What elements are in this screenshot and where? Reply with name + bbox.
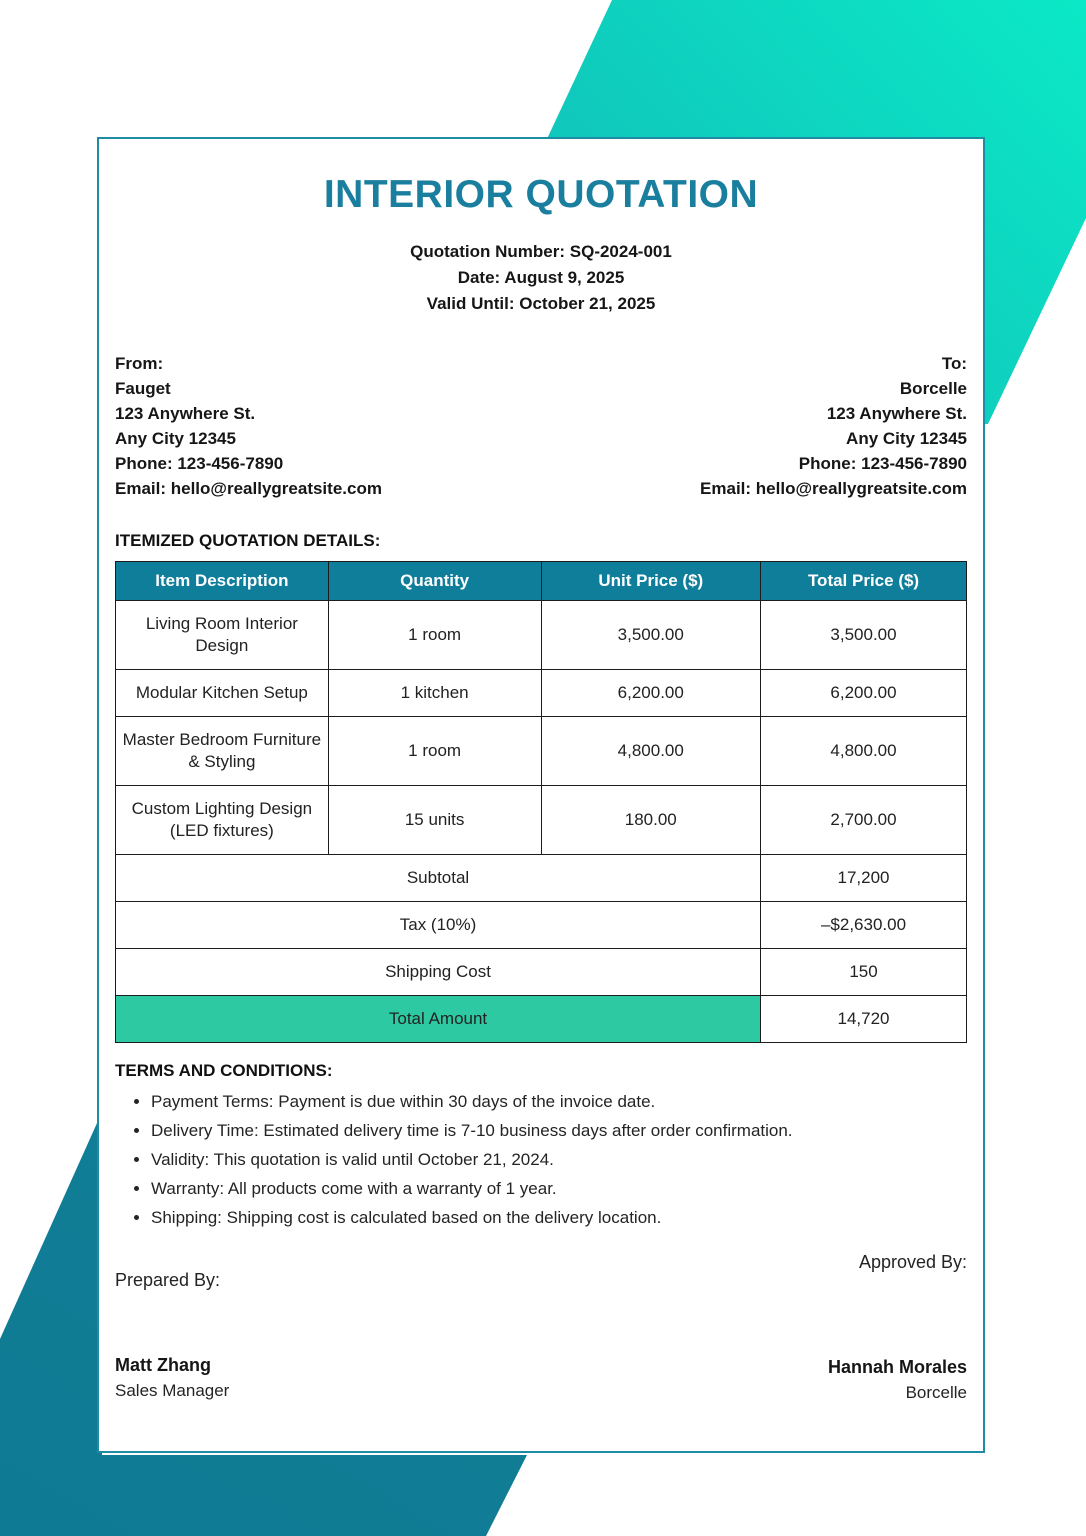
prepared-by-label: Prepared By: [115, 1270, 221, 1290]
item-unit-price: 180.00 [541, 786, 761, 855]
item-quantity: 1 room [328, 717, 541, 786]
to-company: Borcelle [899, 379, 967, 398]
item-quantity: 1 room [328, 601, 541, 670]
summary-row-subtotal [116, 855, 967, 902]
item-description: Master Bedroom Furniture & Styling [116, 717, 329, 786]
terms-heading: TERMS AND CONDITIONS: [115, 1061, 333, 1080]
approved-by-block [828, 1244, 967, 1403]
to-label: To: [941, 354, 967, 373]
total-amount-value: 14,720 [761, 996, 967, 1043]
quotation-meta [115, 239, 967, 317]
shipping-label: Shipping Cost [116, 949, 761, 996]
prepared-by-name: Matt Zhang [115, 1355, 211, 1375]
item-total-price: 4,800.00 [761, 717, 967, 786]
column-header-item-description: Item Description [116, 562, 329, 601]
quotation-number: Quotation Number: SQ-2024-001 [410, 242, 672, 261]
terms-item: • Shipping: Shipping cost is calculated based on the delivery location. [151, 1203, 967, 1232]
from-block [115, 351, 382, 501]
table-row [116, 670, 967, 717]
tax-value: –$2,630.00 [761, 902, 967, 949]
quotation-date: Date: August 9, 2025 [457, 268, 625, 287]
item-unit-price: 3,500.00 [541, 601, 761, 670]
quotation-valid-until: Valid Until: October 21, 2025 [426, 294, 656, 313]
quotation-card [97, 137, 985, 1453]
from-email: Email: hello@reallygreatsite.com [115, 479, 382, 498]
signatures-section [115, 1244, 967, 1403]
summary-row-total [116, 996, 967, 1043]
column-header-unit-price: Unit Price ($) [541, 562, 761, 601]
subtotal-value: 17,200 [761, 855, 967, 902]
item-description: Custom Lighting Design (LED fixtures) [116, 786, 329, 855]
terms-item: • Warranty: All products come with a warranty of 1 year. [151, 1174, 967, 1203]
table-row [116, 786, 967, 855]
column-header-quantity: Quantity [328, 562, 541, 601]
terms-item: • Validity: This quotation is valid until October 21, 2024. [151, 1145, 967, 1174]
prepared-by-block [115, 1244, 229, 1403]
from-company: Fauget [115, 379, 171, 398]
item-unit-price: 6,200.00 [541, 670, 761, 717]
tax-label: Tax (10%) [116, 902, 761, 949]
from-label: From: [115, 354, 164, 373]
terms-list [115, 1087, 967, 1232]
approved-by-label: Approved By: [858, 1252, 967, 1272]
summary-row-shipping [116, 949, 967, 996]
terms-item: • Payment Terms: Payment is due within 30 days of the invoice date. [151, 1087, 967, 1116]
approved-by-company: Borcelle [905, 1383, 967, 1402]
from-phone: Phone: 123-456-7890 [115, 454, 284, 473]
item-unit-price: 4,800.00 [541, 717, 761, 786]
item-quantity: 15 units [328, 786, 541, 855]
parties-section [115, 351, 967, 501]
prepared-by-title: Sales Manager [115, 1381, 230, 1400]
item-total-price: 3,500.00 [761, 601, 967, 670]
column-header-total-price: Total Price ($) [761, 562, 967, 601]
table-header-row [116, 562, 967, 601]
item-description: Modular Kitchen Setup [116, 670, 329, 717]
table-row [116, 601, 967, 670]
to-address1: 123 Anywhere St. [826, 404, 967, 423]
shipping-value: 150 [761, 949, 967, 996]
subtotal-label: Subtotal [116, 855, 761, 902]
to-email: Email: hello@reallygreatsite.com [700, 479, 967, 498]
summary-row-tax [116, 902, 967, 949]
terms-item: • Delivery Time: Estimated delivery time is 7-10 business days after order confirmation. [151, 1116, 967, 1145]
item-quantity: 1 kitchen [328, 670, 541, 717]
total-amount-label: Total Amount [116, 996, 761, 1043]
quotation-table [115, 561, 967, 1043]
itemized-heading: ITEMIZED QUOTATION DETAILS: [115, 531, 381, 550]
from-address2: Any City 12345 [115, 429, 236, 448]
to-block [700, 351, 967, 501]
from-address1: 123 Anywhere St. [115, 404, 256, 423]
item-total-price: 6,200.00 [761, 670, 967, 717]
item-description: Living Room Interior Design [116, 601, 329, 670]
item-total-price: 2,700.00 [761, 786, 967, 855]
page-title: INTERIOR QUOTATION [323, 173, 759, 216]
to-phone: Phone: 123-456-7890 [798, 454, 967, 473]
approved-by-name: Hannah Morales [827, 1357, 967, 1377]
to-address2: Any City 12345 [846, 429, 967, 448]
table-row [116, 717, 967, 786]
